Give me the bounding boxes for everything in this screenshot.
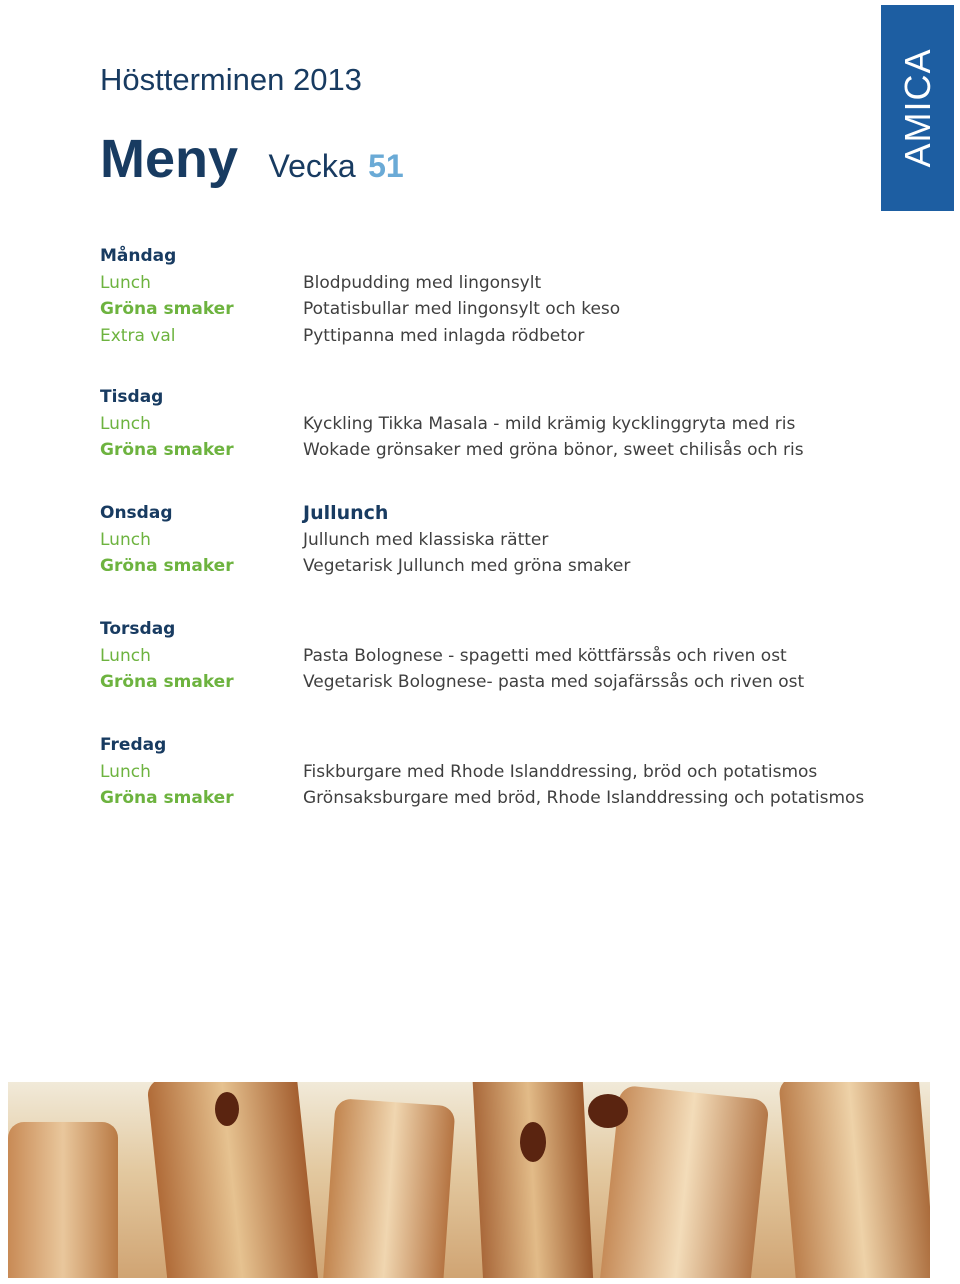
clove [215, 1092, 239, 1126]
dish-text: Vegetarisk Bolognese- pasta med sojafärssås och riven ost [303, 672, 805, 692]
dish-text: Jullunch med klassiska rätter [303, 529, 549, 550]
week-label: Vecka [268, 148, 356, 184]
category-label: Lunch [100, 529, 151, 550]
category-label: Gröna smaker [100, 440, 234, 460]
category-label: Lunch [100, 761, 151, 782]
special-menu-heading: Jullunch [303, 502, 389, 524]
category-label: Lunch [100, 413, 151, 434]
dish-text: Grönsaksburgare med bröd, Rhode Islanddressing och potatismos [303, 788, 865, 808]
category-label: Gröna smaker [100, 672, 234, 692]
cinnamon-stick [8, 1122, 118, 1278]
menu-heading [100, 128, 404, 190]
dish-text: Pasta Bolognese - spagetti med köttfärssås och riven ost [303, 645, 787, 666]
amica-logo [881, 5, 954, 211]
dish-text: Blodpudding med lingonsylt [303, 272, 542, 293]
cinnamon-stick [778, 1082, 930, 1278]
cinnamon-sticks-photo [8, 1082, 930, 1278]
cinnamon-stick [320, 1098, 455, 1278]
category-label: Gröna smaker [100, 788, 234, 808]
day-friday [100, 732, 865, 812]
category-label: Extra val [100, 325, 176, 346]
term-title: Höstterminen 2013 [100, 62, 362, 97]
dish-text: Vegetarisk Jullunch med gröna smaker [303, 556, 631, 576]
day-name: Måndag [100, 246, 177, 266]
category-label: Gröna smaker [100, 556, 234, 576]
day-name: Onsdag [100, 503, 173, 523]
clove [520, 1122, 546, 1162]
day-name: Torsdag [100, 619, 176, 639]
day-name: Fredag [100, 735, 167, 755]
day-name: Tisdag [100, 387, 164, 407]
category-label: Lunch [100, 272, 151, 293]
brand-name: AMICA [896, 48, 938, 168]
category-label: Lunch [100, 645, 151, 666]
clove [588, 1094, 628, 1128]
dish-text: Fiskburgare med Rhode Islanddressing, bröd och potatismos [303, 761, 818, 782]
dish-text: Kyckling Tikka Masala - mild krämig kycklinggryta med ris [303, 413, 796, 434]
cinnamon-stick [472, 1082, 594, 1278]
category-label: Gröna smaker [100, 299, 234, 319]
dish-text: Potatisbullar med lingonsylt och keso [303, 299, 621, 319]
menu-title: Meny [100, 129, 239, 189]
day-thursday [100, 616, 860, 696]
week-number: 51 [368, 148, 404, 184]
day-wednesday [100, 500, 860, 580]
dish-text: Wokade grönsaker med gröna bönor, sweet chilisås och ris [303, 440, 804, 460]
day-monday [100, 243, 860, 349]
day-tuesday [100, 384, 860, 464]
dish-text: Pyttipanna med inlagda rödbetor [303, 325, 585, 346]
